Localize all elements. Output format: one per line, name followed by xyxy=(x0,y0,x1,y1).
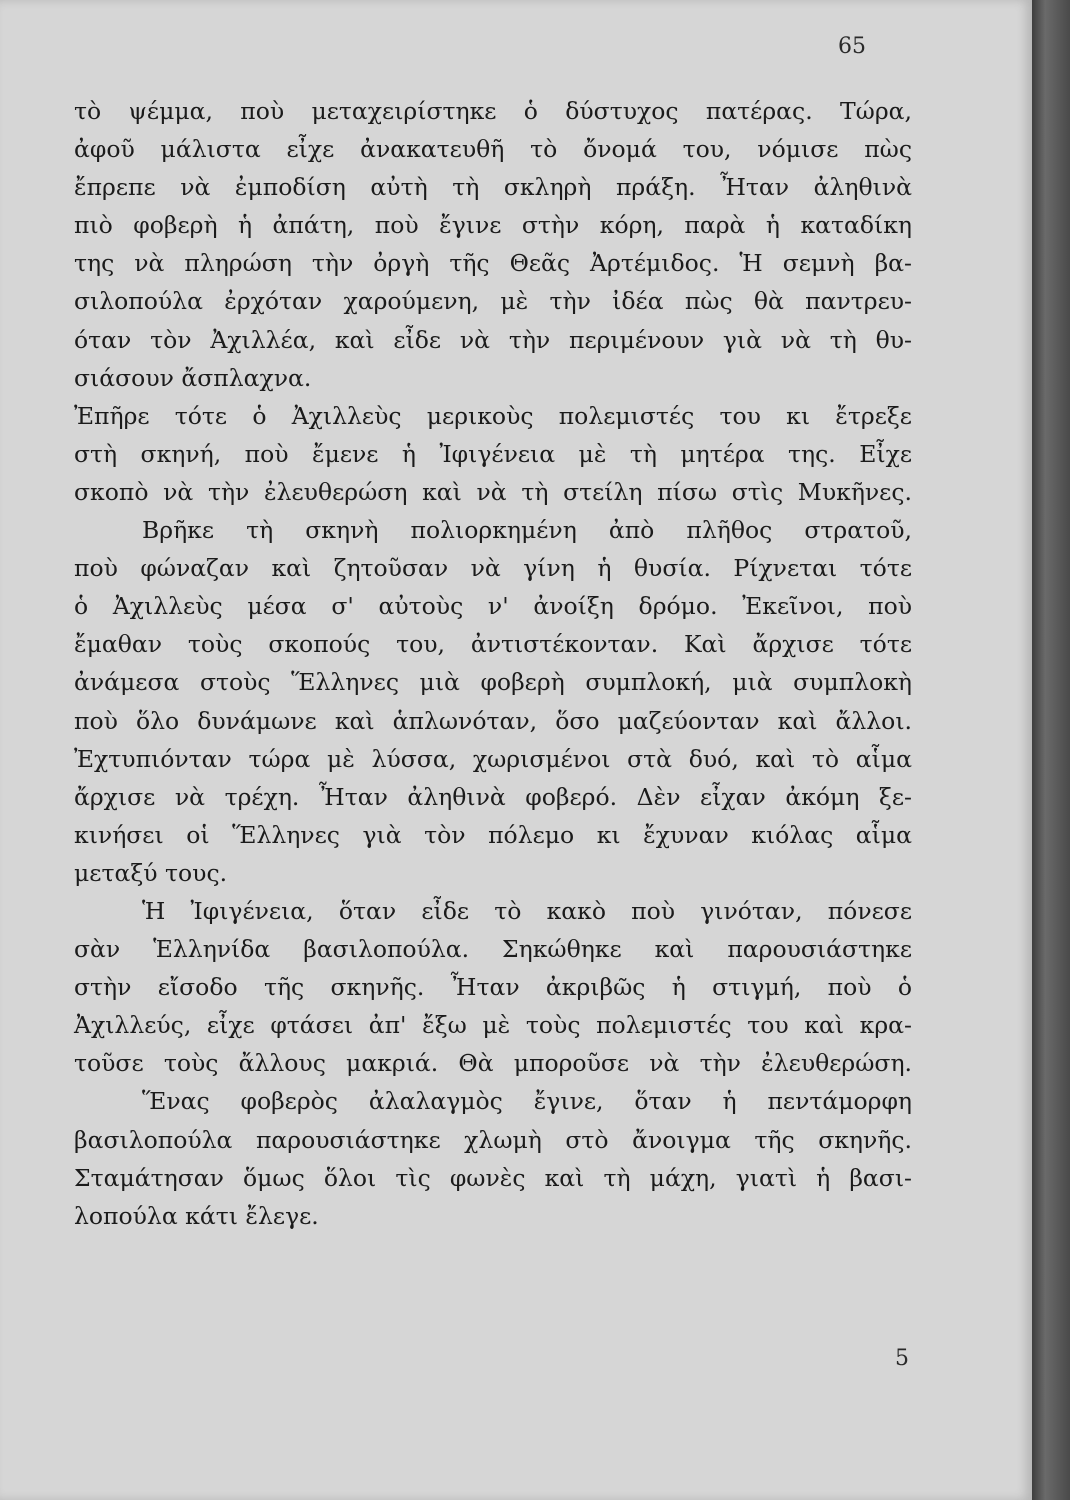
text-line: σὰν Ἑλληνίδα βασιλοπούλα. Σηκώθηκε καὶ παρουσιάστηκε xyxy=(74,935,912,964)
text-line: Ἡ Ἰφιγένεια, ὅταν εἶδε τὸ κακὸ ποὺ γινόταν, πόνεσε xyxy=(142,896,912,925)
text-line: σιάσουν ἄσπλαχνα. xyxy=(74,363,312,392)
text-line: Ἕνας φοβερὸς ἀλαλαγμὸς ἔγινε, ὅταν ἡ πεντάμορφη xyxy=(142,1087,912,1116)
text-line: ἄρχισε νὰ τρέχη. Ἦταν ἀληθινὰ φοβερό. Δὲν εἶχαν ἀκόμη ξε- xyxy=(74,782,912,811)
text-line: ποὺ φώναζαν καὶ ζητοῦσαν νὰ γίνη ἡ θυσία. Ρίχνεται τότε xyxy=(74,554,912,583)
book-binding-edge xyxy=(1032,0,1070,1500)
text-line: ἔμαθαν τοὺς σκοπούς του, ἀντιστέκονταν. Καὶ ἄρχισε τότε xyxy=(74,630,912,659)
text-line: σκοπὸ νὰ τὴν ἐλευθερώση καὶ νὰ τὴ στείλη πίσω στὶς Μυκῆνες. xyxy=(74,477,912,506)
text-line: τὸ ψέμμα, ποὺ μεταχειρίστηκε ὁ δύστυχος πατέρας. Τώρα, xyxy=(74,97,912,125)
text-line: κινήσει οἱ Ἕλληνες γιὰ τὸν πόλεμο κι ἔχυναν κιόλας αἷμα xyxy=(74,820,912,849)
text-line: ποὺ ὅλο δυνάμωνε καὶ ἁπλωνόταν, ὅσο μαζεύονταν καὶ ἄλλοι. xyxy=(74,706,912,735)
text-line: ἀνάμεσα στοὺς Ἕλληνες μιὰ φοβερὴ συμπλοκή, μιὰ συμπλοκὴ xyxy=(74,668,912,697)
text-line: ἀφοῦ μάλιστα εἶχε ἀνακατευθῆ τὸ ὄνομά του, νόμισε πὼς xyxy=(74,135,912,164)
text-line: στὴν εἴσοδο τῆς σκηνῆς. Ἦταν ἀκριβῶς ἡ στιγμή, ποὺ ὁ xyxy=(74,973,912,1002)
text-line: Ἀχιλλεύς, εἶχε φτάσει ἀπ' ἔξω μὲ τοὺς πολεμιστές του καὶ κρα- xyxy=(74,1011,912,1040)
text-line: της νὰ πληρώση τὴν ὀργὴ τῆς Θεᾶς Ἀρτέμιδος. Ἡ σεμνὴ βα- xyxy=(74,249,912,278)
page-number: 65 xyxy=(838,34,866,59)
text-line: βασιλοπούλα παρουσιάστηκε χλωμὴ στὸ ἄνοιγμα τῆς σκηνῆς. xyxy=(74,1125,912,1154)
text-line: ἔπρεπε νὰ ἐμποδίση αὐτὴ τὴ σκληρὴ πράξη. Ἦταν ἀληθινὰ xyxy=(74,173,912,202)
text-line: λοπούλα κάτι ἔλεγε. xyxy=(74,1201,319,1230)
signature-mark: 5 xyxy=(895,1346,909,1371)
text-line: Ἐπῆρε τότε ὁ Ἀχιλλεὺς μερικοὺς πολεμιστές του κι ἔτρεξε xyxy=(74,401,912,430)
text-line: Σταμάτησαν ὅμως ὅλοι τὶς φωνὲς καὶ τὴ μάχη, γιατὶ ἡ βασι- xyxy=(74,1163,912,1192)
text-line: ὁ Ἀχιλλεὺς μέσα σ' αὐτοὺς ν' ἀνοίξη δρόμο. Ἐκεῖνοι, ποὺ xyxy=(74,592,912,621)
text-line: Ἐχτυπιόνταν τώρα μὲ λύσσα, χωρισμένοι στὰ δυό, καὶ τὸ αἷμα xyxy=(74,744,912,773)
text-line: πιὸ φοβερὴ ἡ ἀπάτη, ποὺ ἔγινε στὴν κόρη, παρὰ ἡ καταδίκη xyxy=(74,211,912,240)
text-line: τοῦσε τοὺς ἄλλους μακριά. Θὰ μποροῦσε νὰ τὴν ἐλευθερώση. xyxy=(74,1049,912,1078)
body-text xyxy=(74,92,912,1235)
text-line: όταν τὸν Ἀχιλλέα, καὶ εἶδε νὰ τὴν περιμένουν γιὰ νὰ τὴ θυ- xyxy=(74,325,912,354)
text-line: σιλοπούλα ἐρχόταν χαρούμενη, μὲ τὴν ἰδέα πὼς θὰ παντρευ- xyxy=(74,287,912,316)
text-line: στὴ σκηνή, ποὺ ἔμενε ἡ Ἰφιγένεια μὲ τὴ μητέρα της. Εἶχε xyxy=(74,439,912,468)
text-line: Βρῆκε τὴ σκηνὴ πολιορκημένη ἀπὸ πλῆθος στρατοῦ, xyxy=(142,516,912,545)
text-line: μεταξύ τους. xyxy=(74,858,228,887)
